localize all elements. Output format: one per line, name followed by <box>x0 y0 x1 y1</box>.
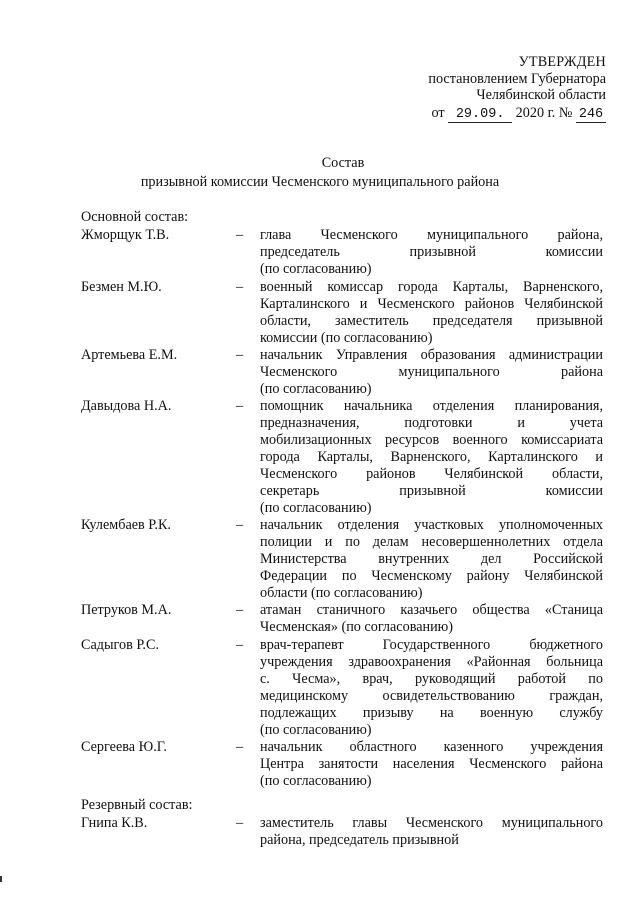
member-role-line: комиссии (по согласованию) <box>260 330 433 346</box>
member-name: Жморщук Т.В. <box>81 227 170 243</box>
member-role-line: Министерства внутренних дел Российской <box>260 551 603 567</box>
member-role <box>260 398 603 517</box>
member-role-line: секретарь призывной комиссии <box>260 483 603 499</box>
document-title: Состав <box>321 155 365 171</box>
member-role-line: Центра занятости населения Чесменского района <box>260 756 603 772</box>
member-role-line: председатель призывной комиссии <box>260 244 603 260</box>
member-role <box>260 815 603 849</box>
section-reserve-label: Резервный состав: <box>81 797 193 813</box>
member-role-line: помощник начальника отделения планирования, <box>260 398 603 414</box>
member-role-line: (по согласованию) <box>260 773 372 789</box>
member-role <box>260 602 603 636</box>
member-role-line: области, заместитель председателя призывной <box>260 313 603 329</box>
member-role-line: Чесменского муниципального района <box>260 364 603 380</box>
member-dash: – <box>236 398 244 414</box>
member-dash: – <box>236 602 244 618</box>
member-role-line: (по согласованию) <box>260 261 372 277</box>
member-role <box>260 739 603 790</box>
member-role-line: мобилизационных ресурсов военного комиссариата <box>260 432 603 448</box>
approval-line-2: Челябинской области <box>476 87 606 103</box>
member-role-line: с. Чесма», врач, руководящий работой по <box>260 671 603 687</box>
member-name: Сергеева Ю.Г. <box>81 739 167 755</box>
member-name: Петруков М.А. <box>81 602 172 618</box>
scan-edge-mark <box>0 876 2 882</box>
member-role-line: учреждения здравоохранения «Районная больница <box>260 654 603 670</box>
section-main-label: Основной состав: <box>81 209 189 225</box>
member-role-line: предназначения, подготовки и учета <box>260 415 603 431</box>
year-and-number-label: 2020 г. № <box>515 105 573 121</box>
member-role <box>260 279 603 347</box>
member-role <box>260 637 603 739</box>
member-role-line: (по согласованию) <box>260 722 372 738</box>
member-role-line: глава Чесменского муниципального района, <box>260 227 603 243</box>
member-role-line: (по согласованию) <box>260 500 372 516</box>
member-role-line: Чесменская» (по согласованию) <box>260 619 454 635</box>
member-role-line: врач-терапевт Государственного бюджетного <box>260 637 603 653</box>
member-role-line: города Карталы, Варненского, Карталинского и <box>260 449 603 465</box>
member-dash: – <box>236 347 244 363</box>
member-role-line: атаман станичного казачьего общества «Станица <box>260 602 603 618</box>
member-role-line: (по согласованию) <box>260 381 372 397</box>
member-dash: – <box>236 815 244 831</box>
member-role-line: полиции и по делам несовершеннолетних отдела <box>260 534 603 550</box>
member-name: Гнипа К.В. <box>81 815 148 831</box>
member-role-line: заместитель главы Чесменского муниципального <box>260 815 603 831</box>
approval-title: УТВЕРЖДЕН <box>518 54 606 70</box>
decree-number: 246 <box>576 107 606 123</box>
member-role-line: начальник областного казенного учреждения <box>260 739 603 755</box>
member-role <box>260 517 603 602</box>
member-name: Артемьева Е.М. <box>81 347 178 363</box>
member-dash: – <box>236 637 244 653</box>
member-role-line: медицинскому освидетельствованию граждан, <box>260 688 603 704</box>
date-prefix: от <box>431 105 445 121</box>
member-role-line: подлежащих призыву на военную службу <box>260 705 603 721</box>
approval-line-1: постановлением Губернатора <box>428 71 606 87</box>
member-role-line: Карталинского и Чесменского районов Челябинской <box>260 296 603 312</box>
member-name: Садыгов Р.С. <box>81 637 159 653</box>
member-role-line: района, председатель призывной <box>260 832 459 848</box>
member-name: Безмен М.Ю. <box>81 279 162 295</box>
document-subtitle: призывной комиссии Чесменского муниципального района <box>140 174 500 190</box>
approval-date-line <box>0 105 606 123</box>
member-role <box>260 347 603 398</box>
member-role-line: начальник отделения участковых уполномоченных <box>260 517 603 533</box>
member-role <box>260 227 603 278</box>
member-role-line: начальник Управления образования администрации <box>260 347 603 363</box>
approval-date: 29.09. <box>448 107 512 123</box>
member-name: Давыдова Н.А. <box>81 398 172 414</box>
member-dash: – <box>236 279 244 295</box>
member-dash: – <box>236 227 244 243</box>
member-dash: – <box>236 739 244 755</box>
member-name: Кулембаев Р.К. <box>81 517 171 533</box>
member-role-line: Федерации по Чесменскому району Челябинской <box>260 568 603 584</box>
member-dash: – <box>236 517 244 533</box>
member-role-line: Чесменского районов Челябинской области, <box>260 466 603 482</box>
member-role-line: военный комиссар города Карталы, Варненского, <box>260 279 603 295</box>
member-role-line: области (по согласованию) <box>260 585 423 601</box>
